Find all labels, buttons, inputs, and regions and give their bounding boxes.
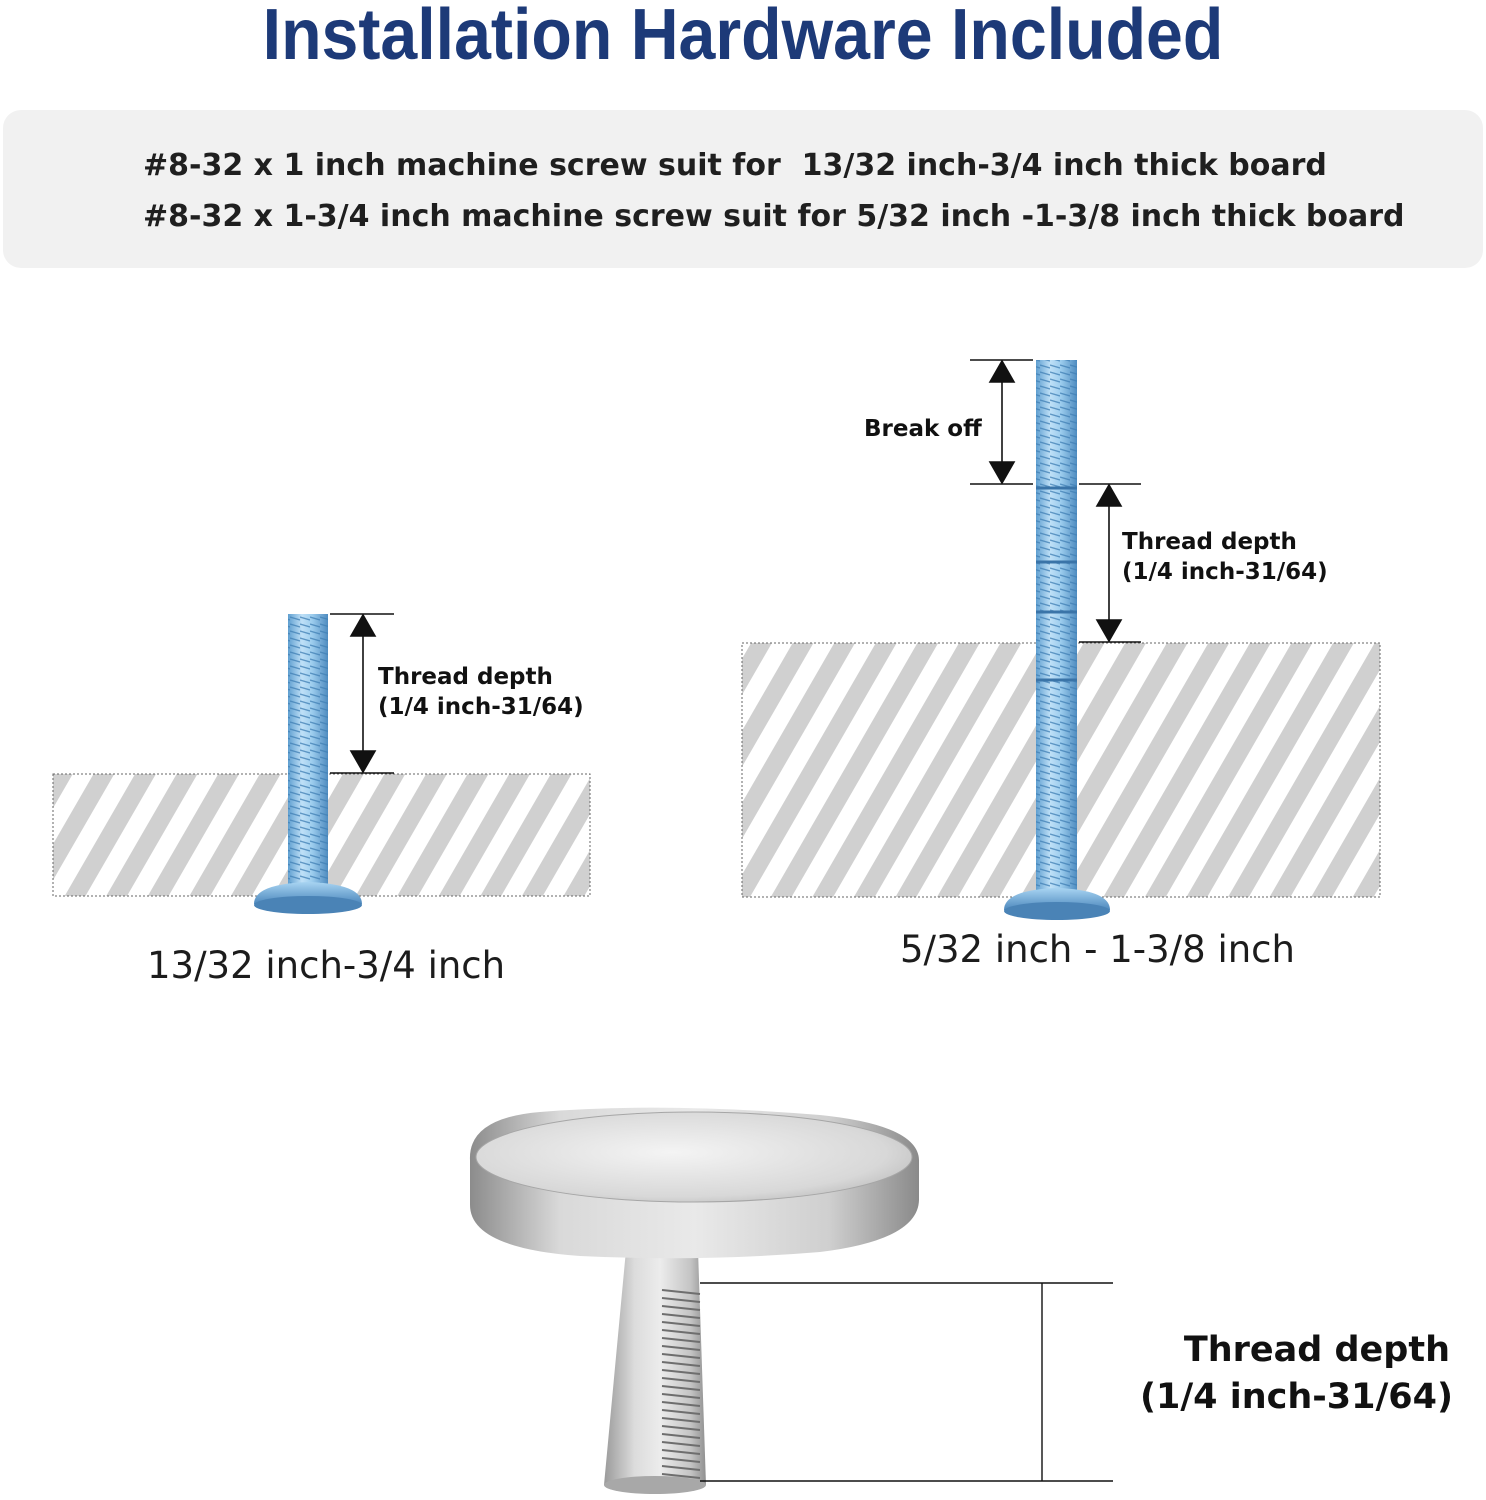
left-caption: 13/32 inch-3/4 inch: [147, 944, 506, 987]
knob-illustration: [470, 1108, 1113, 1494]
spec-line-long-screw: #8-32 x 1-3/4 inch machine screw suit for 5/32 inch -1-3/8 inch thick board: [143, 199, 1405, 234]
knob-thread-depth-label: Thread depth: [1183, 1330, 1450, 1370]
knob-thread-depth-range: (1/4 inch-31/64): [1140, 1377, 1453, 1417]
knob-thread-dimension: [700, 1283, 1113, 1481]
spec-line-short-screw: #8-32 x 1 inch machine screw suit for 13/32 inch-3/4 inch thick board: [143, 148, 1327, 183]
right-thread-depth-range: (1/4 inch-31/64): [1122, 559, 1328, 585]
left-thread-depth-label: Thread depth: [378, 664, 553, 690]
break-off-label: Break off: [864, 416, 982, 442]
right-caption: 5/32 inch - 1-3/8 inch: [900, 928, 1295, 971]
right-thread-depth-label: Thread depth: [1122, 529, 1297, 555]
page-title: Installation Hardware Included: [262, 0, 1224, 75]
left-thread-depth-range: (1/4 inch-31/64): [378, 694, 584, 720]
